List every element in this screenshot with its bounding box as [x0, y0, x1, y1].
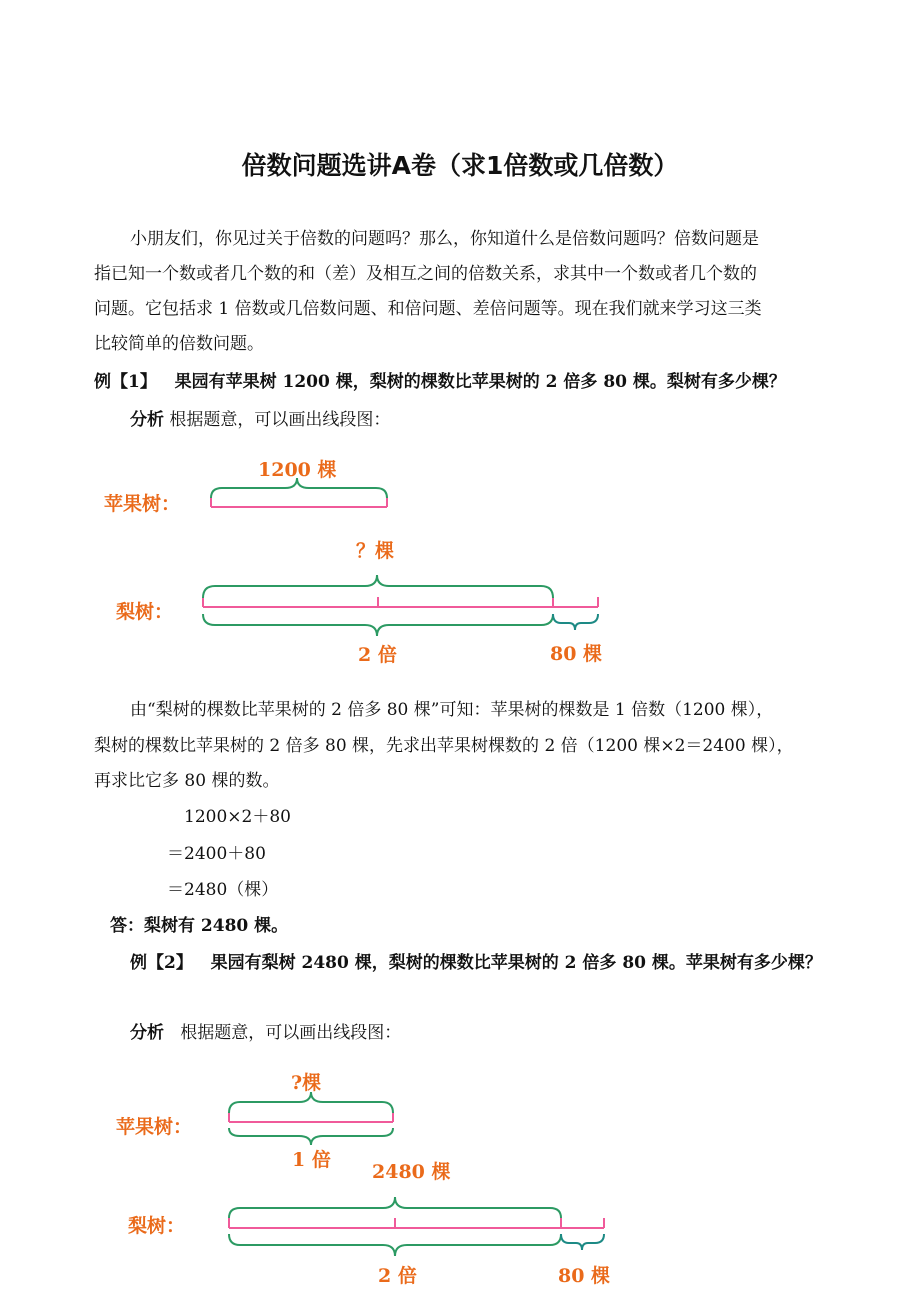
apple-segment [229, 1112, 393, 1122]
example2-label: 例【2】 [130, 953, 193, 973]
page-title: 倍数问题选讲A卷（求1倍数或几倍数） [241, 151, 679, 180]
apple-tree-label: 苹果树： [104, 493, 181, 515]
analysis-label: 分析 [130, 410, 164, 430]
calc-line-2: ＝2400＋80 [167, 844, 266, 864]
analysis-text: 根据题意，可以画出线段图： [180, 1023, 402, 1043]
pear-segment [229, 1218, 604, 1228]
pear-extra-brace [561, 1234, 604, 1250]
example2-question-text: 果园有梨树 2480 棵，梨树的棵数比苹果树的 2 倍多 80 棵。苹果树有多少棵？ [210, 953, 822, 973]
calc-line-1: 1200×2＋80 [184, 807, 291, 827]
explanation-line-1: 由“梨树的棵数比苹果树的 2 倍多 80 棵”可知：苹果树的棵数是 1 倍数（1200 棵）， [130, 700, 774, 720]
times-label: 2 倍 [358, 644, 397, 666]
apple-count-label: ?棵 [291, 1072, 322, 1094]
intro-line-4: 比较简单的倍数问题。 [94, 334, 264, 354]
pear-total-label: 2480 棵 [372, 1161, 451, 1183]
pear-tree-label: 梨树： [116, 601, 174, 623]
analysis-label: 分析 [130, 1023, 164, 1043]
intro-line-1: 小朋友们，你见过关于倍数的问题吗？那么，你知道什么是倍数问题吗？倍数问题是 [130, 229, 759, 249]
pear-total-brace [229, 1197, 561, 1218]
intro-line-2: 指已知一个数或者几个数的和（差）及相互之间的倍数关系，求其中一个数或者几个数的 [94, 264, 757, 284]
apple-times-label: 1 倍 [292, 1149, 331, 1171]
example1-label: 例【1】 [94, 372, 157, 392]
apple-times-brace [229, 1128, 393, 1145]
apple-count-brace [229, 1092, 393, 1113]
answer-1: 答：梨树有 2480 棵。 [110, 916, 289, 936]
extra-label: 80 棵 [550, 643, 603, 665]
apple-tree-label: 苹果树： [116, 1116, 193, 1138]
apple-count-label: 1200 棵 [258, 459, 337, 481]
pear-times-brace [229, 1234, 561, 1256]
example1-question-text: 果园有苹果树 1200 棵，梨树的棵数比苹果树的 2 倍多 80 棵。梨树有多少棵？ [174, 372, 786, 392]
explanation-line-2: 梨树的棵数比苹果树的 2 倍多 80 棵，先求出苹果树棵数的 2 倍（1200 棵×2＝2400 棵）， [94, 736, 794, 756]
analysis-text: 根据题意，可以画出线段图： [169, 410, 391, 430]
times-label: 2 倍 [378, 1265, 417, 1287]
pear-total-label: ？棵 [356, 540, 395, 562]
extra-label: 80 棵 [558, 1265, 611, 1287]
pear-tree-label: 梨树： [128, 1215, 186, 1237]
intro-line-3: 问题。它包括求 1 倍数或几倍数问题、和倍问题、差倍问题等。现在我们就来学习这三类 [94, 299, 762, 319]
calc-line-3: ＝2480（棵） [167, 880, 279, 900]
explanation-line-3: 再求比它多 80 棵的数。 [94, 771, 280, 791]
